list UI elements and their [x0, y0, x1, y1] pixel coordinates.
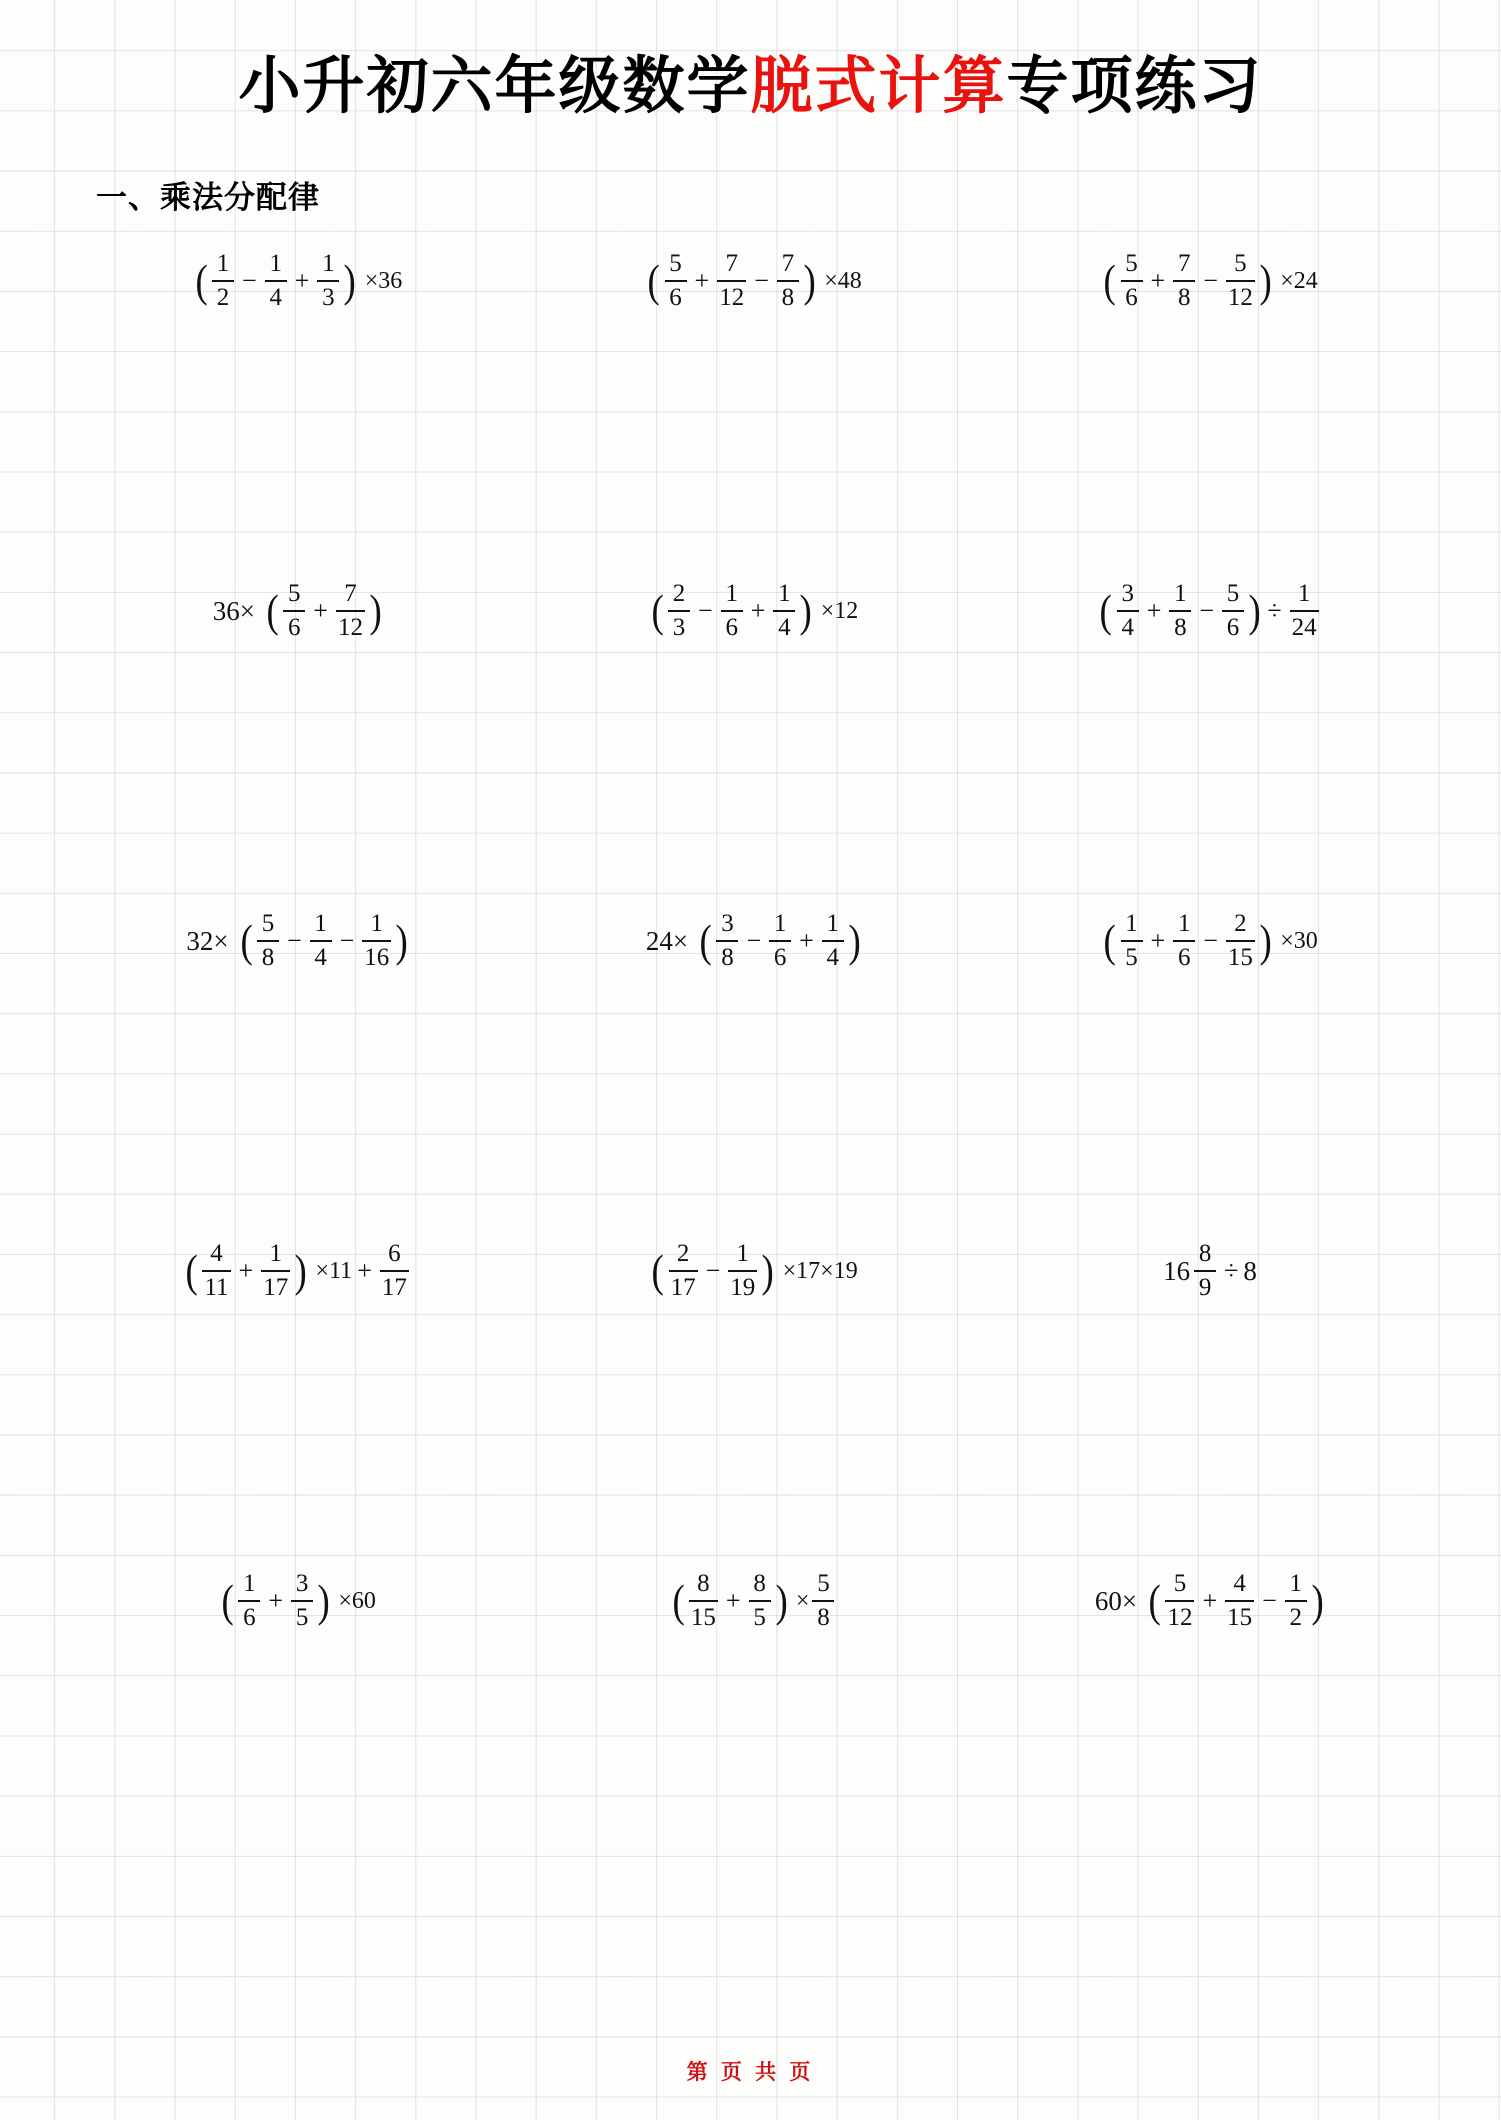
fraction-numerator: 5	[669, 250, 682, 277]
fraction-numerator: 1	[725, 580, 738, 607]
left-parenthesis: (	[221, 1574, 234, 1626]
math-multiplier: ×36	[364, 268, 403, 295]
fraction-numerator: 1	[314, 910, 327, 937]
fraction-denominator: 4	[778, 613, 791, 641]
fraction-denominator: 8	[261, 943, 275, 971]
fraction-bar	[238, 1600, 260, 1602]
problem-cell[interactable]	[70, 236, 526, 566]
fraction	[310, 910, 332, 972]
right-parenthesis: )	[343, 254, 357, 306]
fraction-numerator: 3	[1121, 580, 1134, 607]
right-parenthesis: )	[1259, 914, 1272, 966]
fraction	[1173, 250, 1195, 312]
fraction-denominator: 6	[773, 943, 787, 971]
fraction-numerator: 5	[817, 1570, 830, 1597]
fraction-denominator: 6	[1226, 613, 1240, 641]
fraction	[1194, 1240, 1216, 1302]
math-multiplier: ×60	[338, 1588, 376, 1615]
right-parenthesis: )	[317, 1574, 330, 1626]
problem-row	[70, 566, 1440, 896]
math-expression	[650, 580, 859, 642]
problem-cell[interactable]	[70, 1556, 526, 1886]
fraction	[1222, 580, 1244, 642]
math-expression	[650, 1240, 857, 1302]
problem-cell[interactable]	[982, 896, 1438, 1226]
fraction-denominator: 6	[1177, 943, 1191, 971]
problem-row	[70, 1226, 1440, 1556]
fraction	[728, 1240, 757, 1302]
fraction	[212, 250, 234, 312]
fraction-denominator: 6	[669, 283, 682, 311]
fraction-numerator: 1	[322, 250, 335, 277]
fraction-denominator: 16	[364, 943, 390, 971]
math-multiplier: ×	[795, 1588, 810, 1615]
fraction	[717, 250, 746, 312]
fraction-bar	[717, 280, 746, 282]
problem-cell[interactable]	[526, 1556, 982, 1886]
fraction-denominator: 6	[1125, 283, 1138, 311]
fraction	[749, 1570, 771, 1632]
math-expression	[186, 910, 409, 972]
math-operator: +	[294, 266, 310, 296]
fraction-bar	[665, 280, 687, 282]
fraction-denominator: 12	[337, 613, 363, 641]
page-title	[0, 36, 1501, 125]
fraction	[1226, 250, 1255, 312]
fraction-numerator: 1	[773, 910, 787, 937]
fraction-denominator: 4	[269, 283, 282, 311]
fraction-bar	[728, 1270, 757, 1272]
fraction-bar	[1117, 610, 1139, 612]
fraction-bar	[721, 610, 743, 612]
fraction	[665, 250, 687, 312]
left-parenthesis: (	[266, 584, 279, 636]
math-operator: +	[1202, 1586, 1218, 1616]
fraction-numerator: 1	[216, 250, 230, 277]
fraction-denominator: 4	[1121, 613, 1134, 641]
right-parenthesis: )	[395, 914, 409, 966]
fraction-numerator: 5	[1234, 250, 1247, 277]
fraction	[1169, 580, 1191, 642]
fraction-bar	[716, 940, 738, 942]
math-multiplier: ×48	[824, 268, 862, 295]
math-expression	[1095, 1570, 1325, 1632]
fraction-denominator: 12	[1167, 1603, 1193, 1631]
fraction-bar	[336, 610, 365, 612]
math-operator: +	[1150, 266, 1166, 296]
fraction-numerator: 3	[295, 1570, 309, 1597]
fraction	[1121, 250, 1143, 312]
math-number: 36×	[212, 595, 255, 626]
right-parenthesis: )	[1311, 1574, 1324, 1626]
fraction-denominator: 15	[690, 1603, 716, 1631]
left-parenthesis: (	[1103, 254, 1117, 306]
fraction-bar	[689, 1600, 718, 1602]
left-parenthesis: (	[651, 584, 664, 636]
math-number: 24×	[645, 925, 689, 956]
right-parenthesis: )	[775, 1574, 788, 1626]
fraction-denominator: 2	[1289, 1603, 1303, 1631]
fraction-numerator: 5	[1173, 1570, 1187, 1597]
fraction-numerator: 1	[736, 1240, 750, 1267]
fraction	[721, 580, 743, 642]
fraction-bar	[1121, 940, 1143, 942]
fraction	[261, 1240, 290, 1302]
fraction-bar	[380, 1270, 409, 1272]
left-parenthesis: (	[185, 1244, 198, 1296]
problem-row	[70, 1556, 1440, 1886]
fraction-denominator: 11	[204, 1273, 229, 1301]
fraction-denominator: 4	[826, 943, 840, 971]
math-operator: +	[750, 596, 766, 626]
math-operator: +	[694, 266, 710, 296]
math-expression	[1102, 250, 1318, 312]
fraction-bar	[1222, 610, 1244, 612]
fraction-bar	[1121, 280, 1143, 282]
fraction	[1117, 580, 1139, 642]
fraction-denominator: 8	[781, 283, 795, 311]
fraction-denominator: 24	[1291, 613, 1317, 641]
fraction-denominator: 8	[1174, 613, 1187, 641]
fraction	[669, 1240, 698, 1302]
math-operator: +	[1146, 596, 1162, 626]
left-parenthesis: (	[651, 1244, 665, 1296]
fraction-bar	[1285, 1600, 1307, 1602]
fraction-bar	[1290, 610, 1319, 612]
math-operator: +	[357, 1256, 372, 1286]
fraction-denominator: 5	[295, 1603, 309, 1631]
title-part-1: 小升初六年级数学	[238, 53, 751, 121]
math-operator: −	[1262, 1586, 1277, 1616]
fraction-denominator: 2	[216, 283, 230, 311]
right-parenthesis: )	[848, 914, 861, 966]
math-operator: +	[1150, 926, 1166, 956]
math-multiplier: ×30	[1280, 928, 1318, 955]
math-operator: −	[339, 926, 355, 956]
fraction	[283, 580, 305, 642]
left-parenthesis: (	[647, 254, 661, 306]
page-footer: 第 页 共 页	[686, 2060, 815, 2084]
fraction-bar	[669, 1270, 698, 1272]
fraction-denominator: 6	[725, 613, 738, 641]
fraction	[265, 250, 287, 312]
right-parenthesis: )	[1248, 584, 1261, 636]
left-parenthesis: (	[1103, 914, 1117, 966]
problem-cell[interactable]	[70, 1226, 526, 1556]
math-number: 32×	[186, 925, 229, 956]
math-operator: +	[313, 596, 328, 626]
right-parenthesis: )	[761, 1244, 775, 1296]
fraction	[380, 1240, 409, 1302]
math-multiplier: ×12	[820, 598, 859, 625]
fraction	[716, 910, 738, 972]
fraction-bar	[1226, 940, 1255, 942]
math-operator: +	[268, 1586, 284, 1616]
fraction-denominator: 5	[753, 1603, 766, 1631]
mixed-whole-part: 16	[1163, 1255, 1191, 1286]
math-multiplier: ×17×19	[782, 1258, 858, 1285]
problem-cell[interactable]	[982, 566, 1438, 896]
math-expression	[1102, 910, 1318, 972]
problem-row	[70, 896, 1440, 1226]
fraction-denominator: 3	[322, 283, 335, 311]
fraction-numerator: 3	[721, 910, 734, 937]
math-operator: −	[698, 596, 713, 626]
math-operator: +	[799, 926, 814, 956]
fraction-numerator: 1	[1289, 1570, 1303, 1597]
fraction	[1173, 910, 1195, 972]
fraction	[1225, 1570, 1254, 1632]
fraction	[812, 1570, 834, 1632]
fraction-bar	[822, 940, 844, 942]
fraction-denominator: 17	[263, 1273, 289, 1301]
fraction-numerator: 5	[288, 580, 301, 607]
math-operator: ÷	[1267, 596, 1282, 626]
title-highlight: 脱式计算	[750, 53, 1007, 121]
fraction	[773, 580, 795, 642]
math-expression	[671, 1570, 838, 1632]
fraction-bar	[1165, 1600, 1194, 1602]
right-parenthesis: )	[803, 254, 816, 306]
fraction	[317, 250, 339, 312]
math-expression	[1163, 1240, 1257, 1302]
fraction-numerator: 1	[1125, 910, 1138, 937]
fraction	[1290, 580, 1319, 642]
fraction-numerator: 1	[1174, 580, 1187, 607]
fraction-bar	[1173, 280, 1195, 282]
fraction-bar	[257, 940, 279, 942]
fraction-denominator: 6	[243, 1603, 256, 1631]
math-operator: −	[242, 266, 257, 296]
right-parenthesis: )	[1259, 254, 1272, 306]
left-parenthesis: (	[699, 914, 712, 966]
fraction	[202, 1240, 230, 1302]
left-parenthesis: (	[195, 254, 208, 306]
fraction	[777, 250, 799, 312]
right-parenthesis: )	[369, 584, 382, 636]
fraction	[336, 580, 365, 642]
fraction-denominator: 12	[1227, 283, 1253, 311]
math-operator: −	[754, 266, 769, 296]
math-operator: −	[705, 1256, 721, 1286]
fraction-denominator: 17	[381, 1273, 407, 1301]
fraction-bar	[777, 280, 799, 282]
fraction-denominator: 19	[730, 1273, 756, 1301]
math-expression	[1098, 580, 1321, 642]
fraction-denominator: 5	[1125, 943, 1138, 971]
fraction-bar	[212, 280, 234, 282]
fraction	[822, 910, 844, 972]
fraction-numerator: 2	[1234, 910, 1247, 937]
fraction-numerator: 1	[243, 1570, 256, 1597]
problem-cell[interactable]	[526, 236, 982, 566]
math-number: 60×	[1094, 1585, 1138, 1616]
fraction-numerator: 7	[725, 250, 738, 277]
fraction-bar	[1194, 1270, 1216, 1272]
problem-row	[70, 236, 1440, 566]
fraction	[1226, 910, 1255, 972]
fraction	[668, 580, 690, 642]
math-operator: +	[725, 1586, 741, 1616]
title-part-2: 专项练习	[1006, 53, 1263, 121]
fraction-numerator: 1	[269, 250, 282, 277]
fraction-numerator: 8	[1198, 1240, 1212, 1267]
math-multiplier: ×24	[1280, 268, 1318, 295]
fraction-denominator: 9	[1198, 1273, 1212, 1301]
math-operator: −	[1203, 266, 1218, 296]
fraction-denominator: 8	[817, 1603, 830, 1631]
fraction-bar	[291, 1600, 313, 1602]
problem-cell[interactable]	[526, 566, 982, 896]
fraction	[1165, 1570, 1194, 1632]
fraction	[689, 1570, 718, 1632]
fraction-denominator: 17	[670, 1273, 696, 1301]
fraction-bar	[1173, 940, 1195, 942]
fraction-numerator: 8	[697, 1570, 710, 1597]
fraction-numerator: 1	[778, 580, 791, 607]
fraction-bar	[1226, 280, 1255, 282]
fraction-numerator: 1	[370, 910, 384, 937]
math-expression	[646, 250, 862, 312]
fraction-bar	[261, 1270, 290, 1272]
fraction-bar	[265, 280, 287, 282]
fraction-numerator: 7	[344, 580, 357, 607]
right-parenthesis: )	[799, 584, 813, 636]
fraction	[1121, 910, 1143, 972]
fraction-bar	[1169, 610, 1191, 612]
fraction-numerator: 4	[1233, 1570, 1246, 1597]
fraction-numerator: 1	[269, 1240, 282, 1267]
fraction-denominator: 4	[314, 943, 327, 971]
fraction-denominator: 8	[1177, 283, 1191, 311]
fraction-bar	[310, 940, 332, 942]
math-expression	[213, 580, 384, 642]
problem-cell[interactable]	[982, 236, 1438, 566]
problem-cell[interactable]	[526, 896, 982, 1226]
left-parenthesis: (	[1148, 1574, 1161, 1626]
problem-cell[interactable]	[982, 1556, 1438, 1886]
math-number: 8	[1243, 1255, 1257, 1286]
fraction-denominator: 15	[1227, 1603, 1253, 1631]
fraction	[257, 910, 279, 972]
math-expression	[184, 1240, 412, 1302]
fraction-denominator: 6	[288, 613, 301, 641]
fraction	[769, 910, 791, 972]
fraction	[362, 910, 391, 972]
fraction-numerator: 5	[1125, 250, 1138, 277]
fraction-numerator: 1	[826, 910, 840, 937]
problem-grid	[70, 236, 1440, 1886]
fraction-numerator: 5	[261, 910, 275, 937]
mixed-number	[1163, 1240, 1219, 1302]
fraction-denominator: 8	[721, 943, 734, 971]
fraction-numerator: 7	[781, 250, 795, 277]
fraction-numerator: 1	[1297, 580, 1311, 607]
fraction-bar	[362, 940, 391, 942]
math-multiplier: ×11	[315, 1258, 353, 1285]
fraction-bar	[283, 610, 305, 612]
fraction	[1285, 1570, 1307, 1632]
fraction-denominator: 15	[1227, 943, 1253, 971]
math-expression	[194, 250, 403, 312]
fraction-numerator: 6	[388, 1240, 401, 1267]
fraction-numerator: 1	[1177, 910, 1191, 937]
fraction-bar	[812, 1600, 834, 1602]
fraction-bar	[668, 610, 690, 612]
right-parenthesis: )	[294, 1244, 307, 1296]
fraction-numerator: 4	[210, 1240, 223, 1267]
math-operator: ÷	[1224, 1256, 1239, 1286]
problem-cell[interactable]	[982, 1226, 1438, 1556]
section-heading: 一、乘法分配律	[96, 180, 320, 215]
fraction-denominator: 3	[672, 613, 686, 641]
fraction-bar	[202, 1270, 230, 1272]
fraction-numerator: 2	[676, 1240, 690, 1267]
left-parenthesis: (	[240, 914, 253, 966]
fraction-bar	[773, 610, 795, 612]
math-operator: −	[1203, 926, 1218, 956]
fraction-denominator: 12	[719, 283, 745, 311]
math-operator: +	[238, 1256, 254, 1286]
fraction-bar	[749, 1600, 771, 1602]
fraction	[291, 1570, 313, 1632]
fraction-bar	[1225, 1600, 1254, 1602]
math-expression	[220, 1570, 376, 1632]
fraction-bar	[317, 280, 339, 282]
math-operator: −	[746, 926, 762, 956]
fraction-numerator: 8	[753, 1570, 766, 1597]
left-parenthesis: (	[1099, 584, 1113, 636]
problem-cell[interactable]	[526, 1226, 982, 1556]
math-operator: −	[286, 926, 302, 956]
problem-cell[interactable]	[70, 566, 526, 896]
math-expression	[646, 910, 862, 972]
fraction	[238, 1570, 260, 1632]
left-parenthesis: (	[672, 1574, 685, 1626]
fraction-numerator: 2	[672, 580, 686, 607]
fraction-numerator: 5	[1226, 580, 1240, 607]
problem-cell[interactable]	[70, 896, 526, 1226]
fraction-bar	[769, 940, 791, 942]
math-operator: −	[1199, 596, 1215, 626]
fraction-numerator: 7	[1177, 250, 1191, 277]
